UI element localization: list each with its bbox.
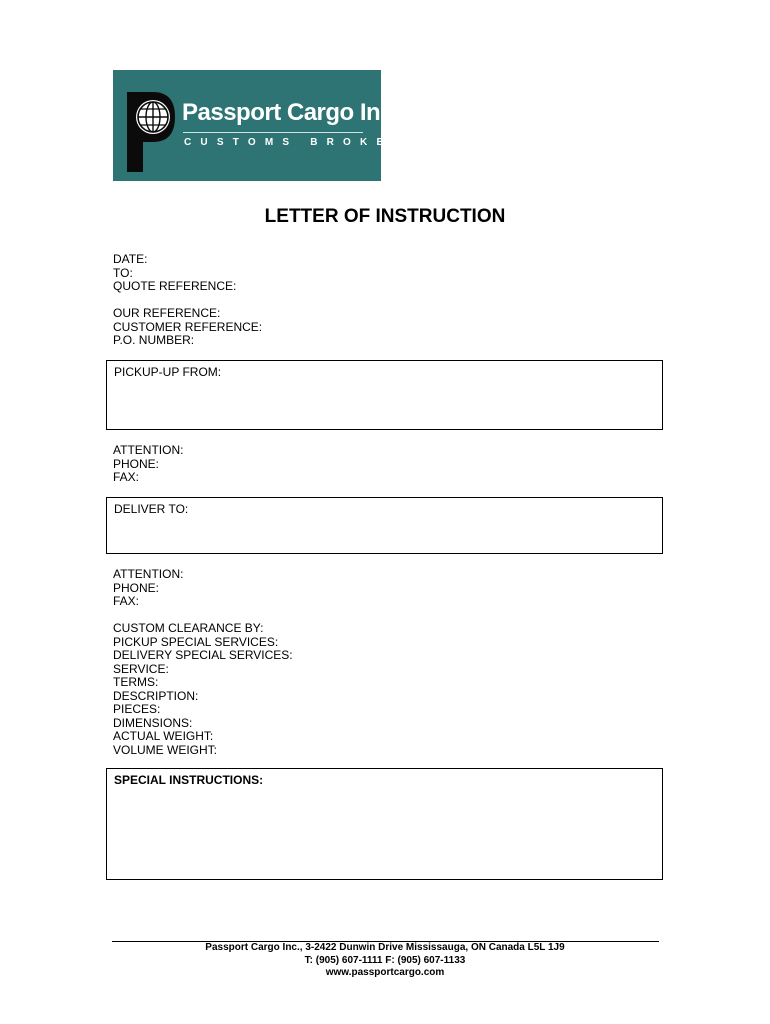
field-label: VOLUME WEIGHT: [113, 742, 218, 757]
header-fields-group-2 [113, 307, 262, 348]
field-label: ACTUAL WEIGHT: [113, 729, 214, 743]
field-label: TO: [113, 265, 133, 280]
field-label: CUSTOM CLEARANCE BY: [113, 621, 264, 635]
footer-phones: T: (905) 607-1111 F: (905) 607-1133 [304, 954, 466, 966]
field-label: QUOTE REFERENCE: [113, 279, 237, 293]
field-label: PICKUP SPECIAL SERVICES: [113, 634, 279, 649]
field-label: ATTENTION: [113, 443, 184, 457]
field-label: DELIVERY SPECIAL SERVICES: [113, 648, 293, 662]
special-instructions-box[interactable] [106, 768, 663, 880]
footer [0, 942, 770, 980]
field-label: DATE: [113, 252, 148, 266]
field-label: DESCRIPTION: [113, 688, 199, 703]
field-label: ATTENTION: [113, 567, 184, 581]
logo-company-name: Passport Cargo Inc. [182, 99, 400, 126]
field-label: CUSTOMER REFERENCE: [113, 319, 263, 334]
field-label: DIMENSIONS: [113, 715, 193, 730]
special-instructions-label: SPECIAL INSTRUCTIONS: [114, 773, 264, 787]
pickup-from-label: PICKUP-UP FROM: [114, 365, 222, 379]
document-title: LETTER OF INSTRUCTION [264, 206, 506, 227]
deliver-to-label: DELIVER TO: [114, 502, 189, 516]
pickup-contact-fields [113, 444, 183, 485]
footer-address: Passport Cargo Inc., 3-2422 Dunwin Drive Mississauga, ON Canada L5L 1J9 [205, 942, 565, 953]
field-label: P.O. NUMBER: [113, 333, 195, 347]
header-fields-group-1 [113, 253, 236, 294]
field-label: PHONE: [113, 580, 160, 595]
footer-website[interactable]: www.passportcargo.com [325, 967, 445, 978]
deliver-contact-fields [113, 568, 183, 609]
shipment-fields [113, 622, 293, 757]
field-label: OUR REFERENCE: [113, 306, 221, 320]
field-label: PIECES: [113, 702, 161, 716]
field-label: PHONE: [113, 456, 160, 471]
pickup-from-box[interactable] [106, 360, 663, 430]
logo-tagline: CUSTOMS BROKERS [184, 137, 425, 148]
field-label: TERMS: [113, 675, 159, 689]
company-logo [113, 70, 425, 181]
deliver-to-box[interactable] [106, 497, 663, 554]
field-label: SERVICE: [113, 661, 169, 676]
field-label: FAX: [113, 470, 140, 484]
logo-divider [183, 132, 363, 133]
field-label: FAX: [113, 594, 140, 608]
